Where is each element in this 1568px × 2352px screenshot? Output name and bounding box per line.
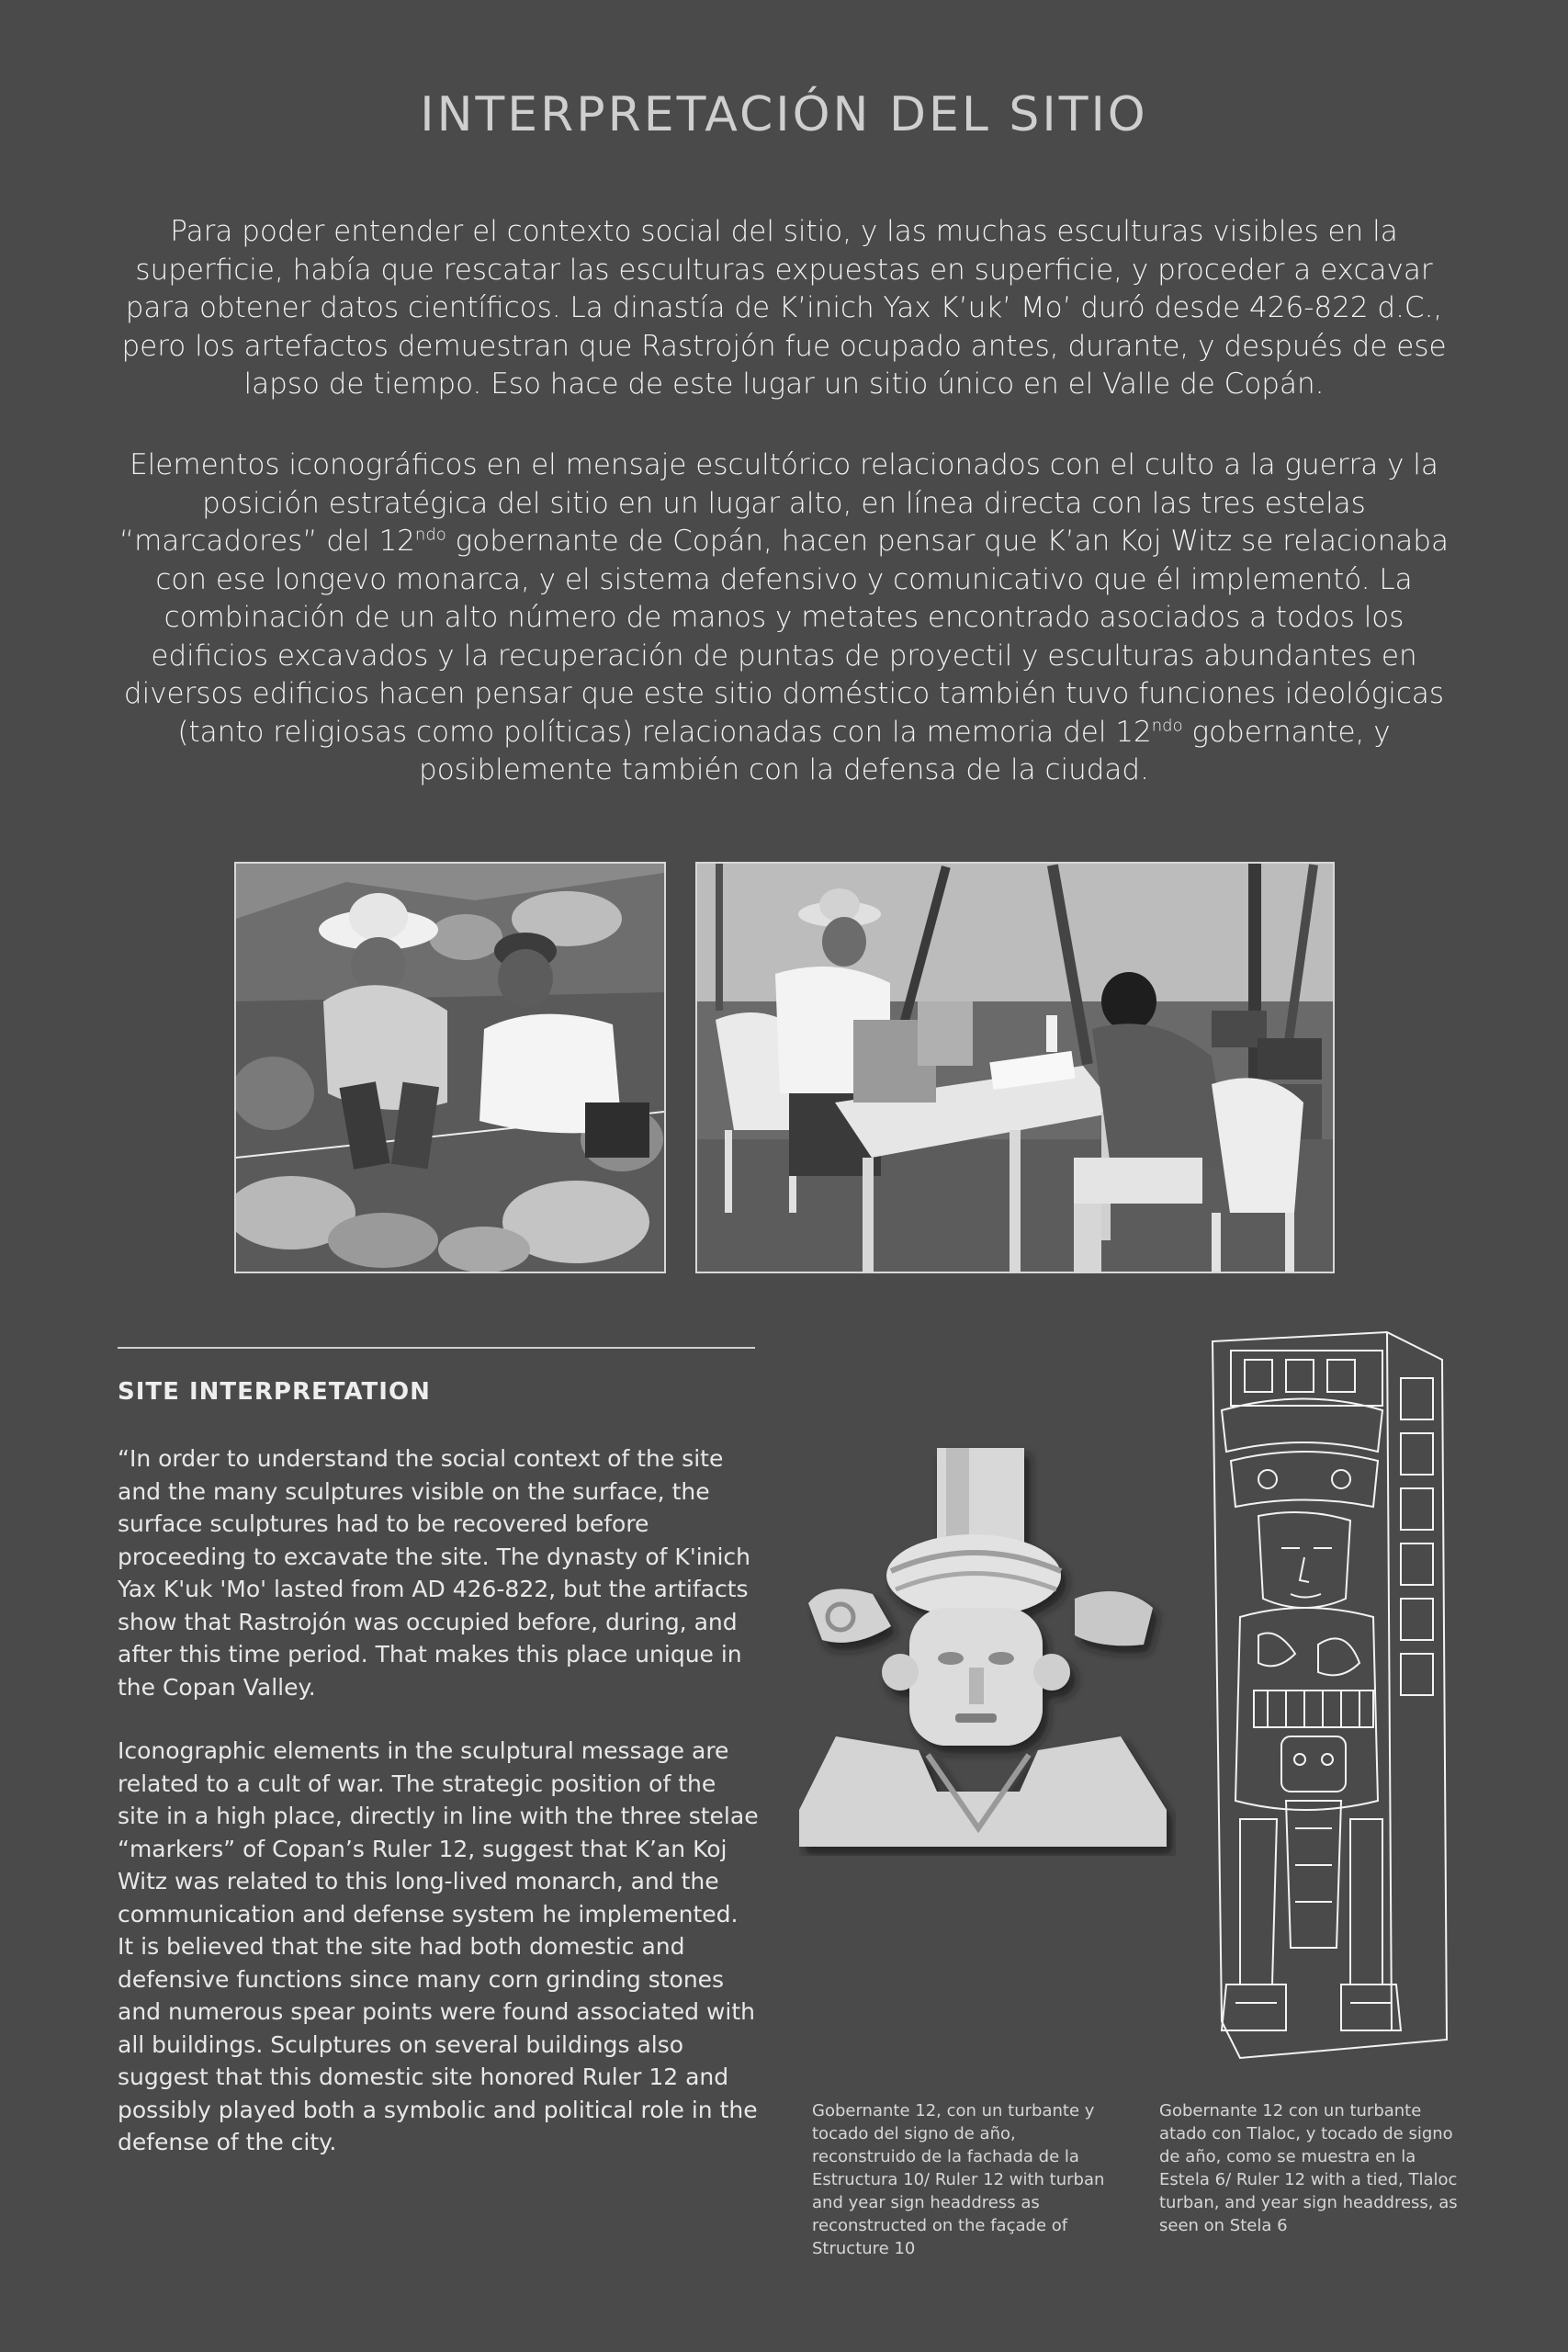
fieldwork-table-photo (695, 862, 1335, 1273)
spanish-paragraph-2-part-c: gobernante, y posiblemente también con la defensa de la ciudad. (419, 715, 1391, 786)
page-title: INTERPRETACIÓN DEL SITIO (420, 87, 1148, 142)
english-paragraph-2: Iconographic elements in the sculptural message are related to a cult of war. The strategic position of the site in a high place, directly in line with the three stelae “markers” of Copan’s Ruler 12, suggest that K’an Koj Witz was related to this long-lived monarch, and the communication and defense system he implemented. It is believed that the site had both domestic and defensive functions since many corn grinding stones and numerous spear points were found associated with all buildings. Sculptures on several buildings also suggest that this domestic site honored Ruler 12 and possibly played both a symbolic and political role in the defense of the city. (118, 1737, 759, 2155)
fieldwork-table-photo-illustration (697, 864, 1333, 1272)
english-paragraph-1: “In order to understand the social context of the site and the many sculptures visible on the surface, the surface sculptures had to be recovered before proceeding to excavate the site. The dynasty of K'inich Yax K'uk 'Mo' lasted from AD 426-822, but the artifacts show that Rastrojón was occupied before, during, and after this time period. That makes this place unique in the Copan Valley. (118, 1445, 751, 1701)
ruler-12-sculpture-illustration (799, 1442, 1176, 1856)
section-divider (118, 1347, 755, 1349)
excavation-photo-illustration (236, 864, 664, 1272)
spanish-paragraph-2-part-b: gobernante de Copán, hacen pensar que K’an Koj Witz se relacionaba con ese longevo monarca, y el sistema defensivo y comunicativo que él implementó. La combinación de un alto número de manos y metates encontrado asociados a todos los edificios excavados y la recuperación de puntas de proyectil y esculturas abundantes en diversos edificios hacen pensar que este sitio doméstico también tuvo funciones ideológicas (tanto religiosas como políticas) relacionadas con la memoria del 12 (123, 525, 1449, 749)
spanish-paragraph-2 (119, 447, 1449, 790)
stela-caption: Gobernante 12 con un turbante atado con Tlaloc, y tocado de signo de año, como se muestra en la Estela 6/ Ruler 12 with a tied, Tlaloc turban, and year sign headdress, as seen on Stela 6 (1159, 2101, 1458, 2235)
stela-6-illustration (1203, 1323, 1461, 2086)
ordinal-suffix: ndo (414, 525, 446, 545)
english-heading: SITE INTERPRETATION (118, 1378, 431, 1406)
sculpture-caption: Gobernante 12, con un turbante y tocado del signo de año, reconstruido de la fachada de la Estructura 10/ Ruler 12 with turban and year sign headdress as reconstructed on the façade of Structure 10 (812, 2101, 1105, 2258)
ruler-12-sculpture-image (799, 1442, 1176, 1856)
ordinal-suffix: ndo (1151, 716, 1183, 736)
spanish-paragraph-2-part-a: Elementos iconográficos en el mensaje escultórico relacionados con el culto a la guerra y la posición estratégica del sitio en un lugar alto, en línea directa con las tres estelas “marcadores” del 12 (119, 448, 1438, 558)
excavation-photo (234, 862, 666, 1273)
stela-6-line-drawing (1203, 1323, 1461, 2086)
spanish-paragraph-1: Para poder entender el contexto social del sitio, y las muchas esculturas visibles en la superficie, había que rescatar las esculturas expuestas en superficie, y proceder a excavar para obtener datos científicos. La dinastía de K’inich Yax K’uk’ Mo’ duró desde 426-822 d.C., pero los artefactos demuestran que Rastrojón fue ocupado antes, durante, y después de ese lapso de tiempo. Eso hace de este lugar un sitio único en el Valle de Copán. (121, 215, 1447, 401)
